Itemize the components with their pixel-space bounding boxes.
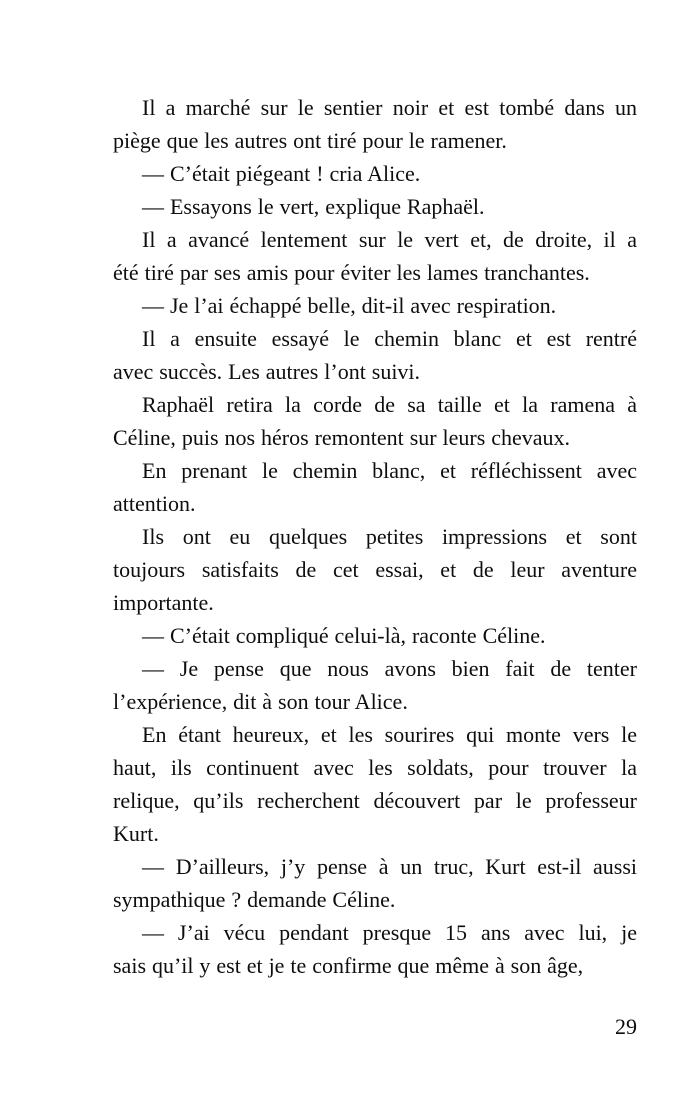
text-line: — Essayons le vert, explique Raphaël. <box>142 194 485 219</box>
text-line: toujours satisfaits de cet essai, et de leur aventure <box>113 557 637 582</box>
text-line: — C’était piégeant ! cria Alice. <box>142 161 421 186</box>
text-line: Raphaël retira la corde de sa taille et la ramena à <box>142 392 637 417</box>
text-line: sais qu’il y est et je te confirme que même à son âge, <box>113 953 584 978</box>
text-line: — Je pense que nous avons bien fait de tenter <box>142 656 637 681</box>
text-line: En étant heureux, et les sourires qui monte vers le <box>142 722 637 747</box>
text-line: — Je l’ai échappé belle, dit-il avec respiration. <box>142 293 557 318</box>
text-line: importante. <box>113 590 214 615</box>
text-line: haut, ils continuent avec les soldats, pour trouver la <box>113 755 637 780</box>
text-line: Il a marché sur le sentier noir et est tombé dans un <box>142 95 637 120</box>
text-line: été tiré par ses amis pour éviter les lames tranchantes. <box>113 260 590 285</box>
text-line: Kurt. <box>113 821 159 846</box>
body-text <box>113 91 637 982</box>
text-line: — D’ailleurs, j’y pense à un truc, Kurt est-il aussi <box>142 854 637 879</box>
text-line: Ils ont eu quelques petites impressions et sont <box>142 524 637 549</box>
text-line: sympathique ? demande Céline. <box>113 887 396 912</box>
text-line: — J’ai vécu pendant presque 15 ans avec lui, je <box>142 920 637 945</box>
text-line: — C’était compliqué celui-là, raconte Céline. <box>142 623 546 648</box>
text-line: Céline, puis nos héros remontent sur leurs chevaux. <box>113 425 571 450</box>
text-line: avec succès. Les autres l’ont suivi. <box>113 359 421 384</box>
text-line: Il a avancé lentement sur le vert et, de droite, il a <box>142 227 637 252</box>
text-line: relique, qu’ils recherchent découvert par le professeur <box>113 788 637 813</box>
page-number: 29 <box>615 1014 637 1039</box>
text-line: attention. <box>113 491 196 516</box>
text-line: Il a ensuite essayé le chemin blanc et est rentré <box>142 326 637 351</box>
text-line: En prenant le chemin blanc, et réfléchissent avec <box>142 458 637 483</box>
text-line: piège que les autres ont tiré pour le ramener. <box>113 128 507 153</box>
text-line: l’expérience, dit à son tour Alice. <box>113 689 408 714</box>
